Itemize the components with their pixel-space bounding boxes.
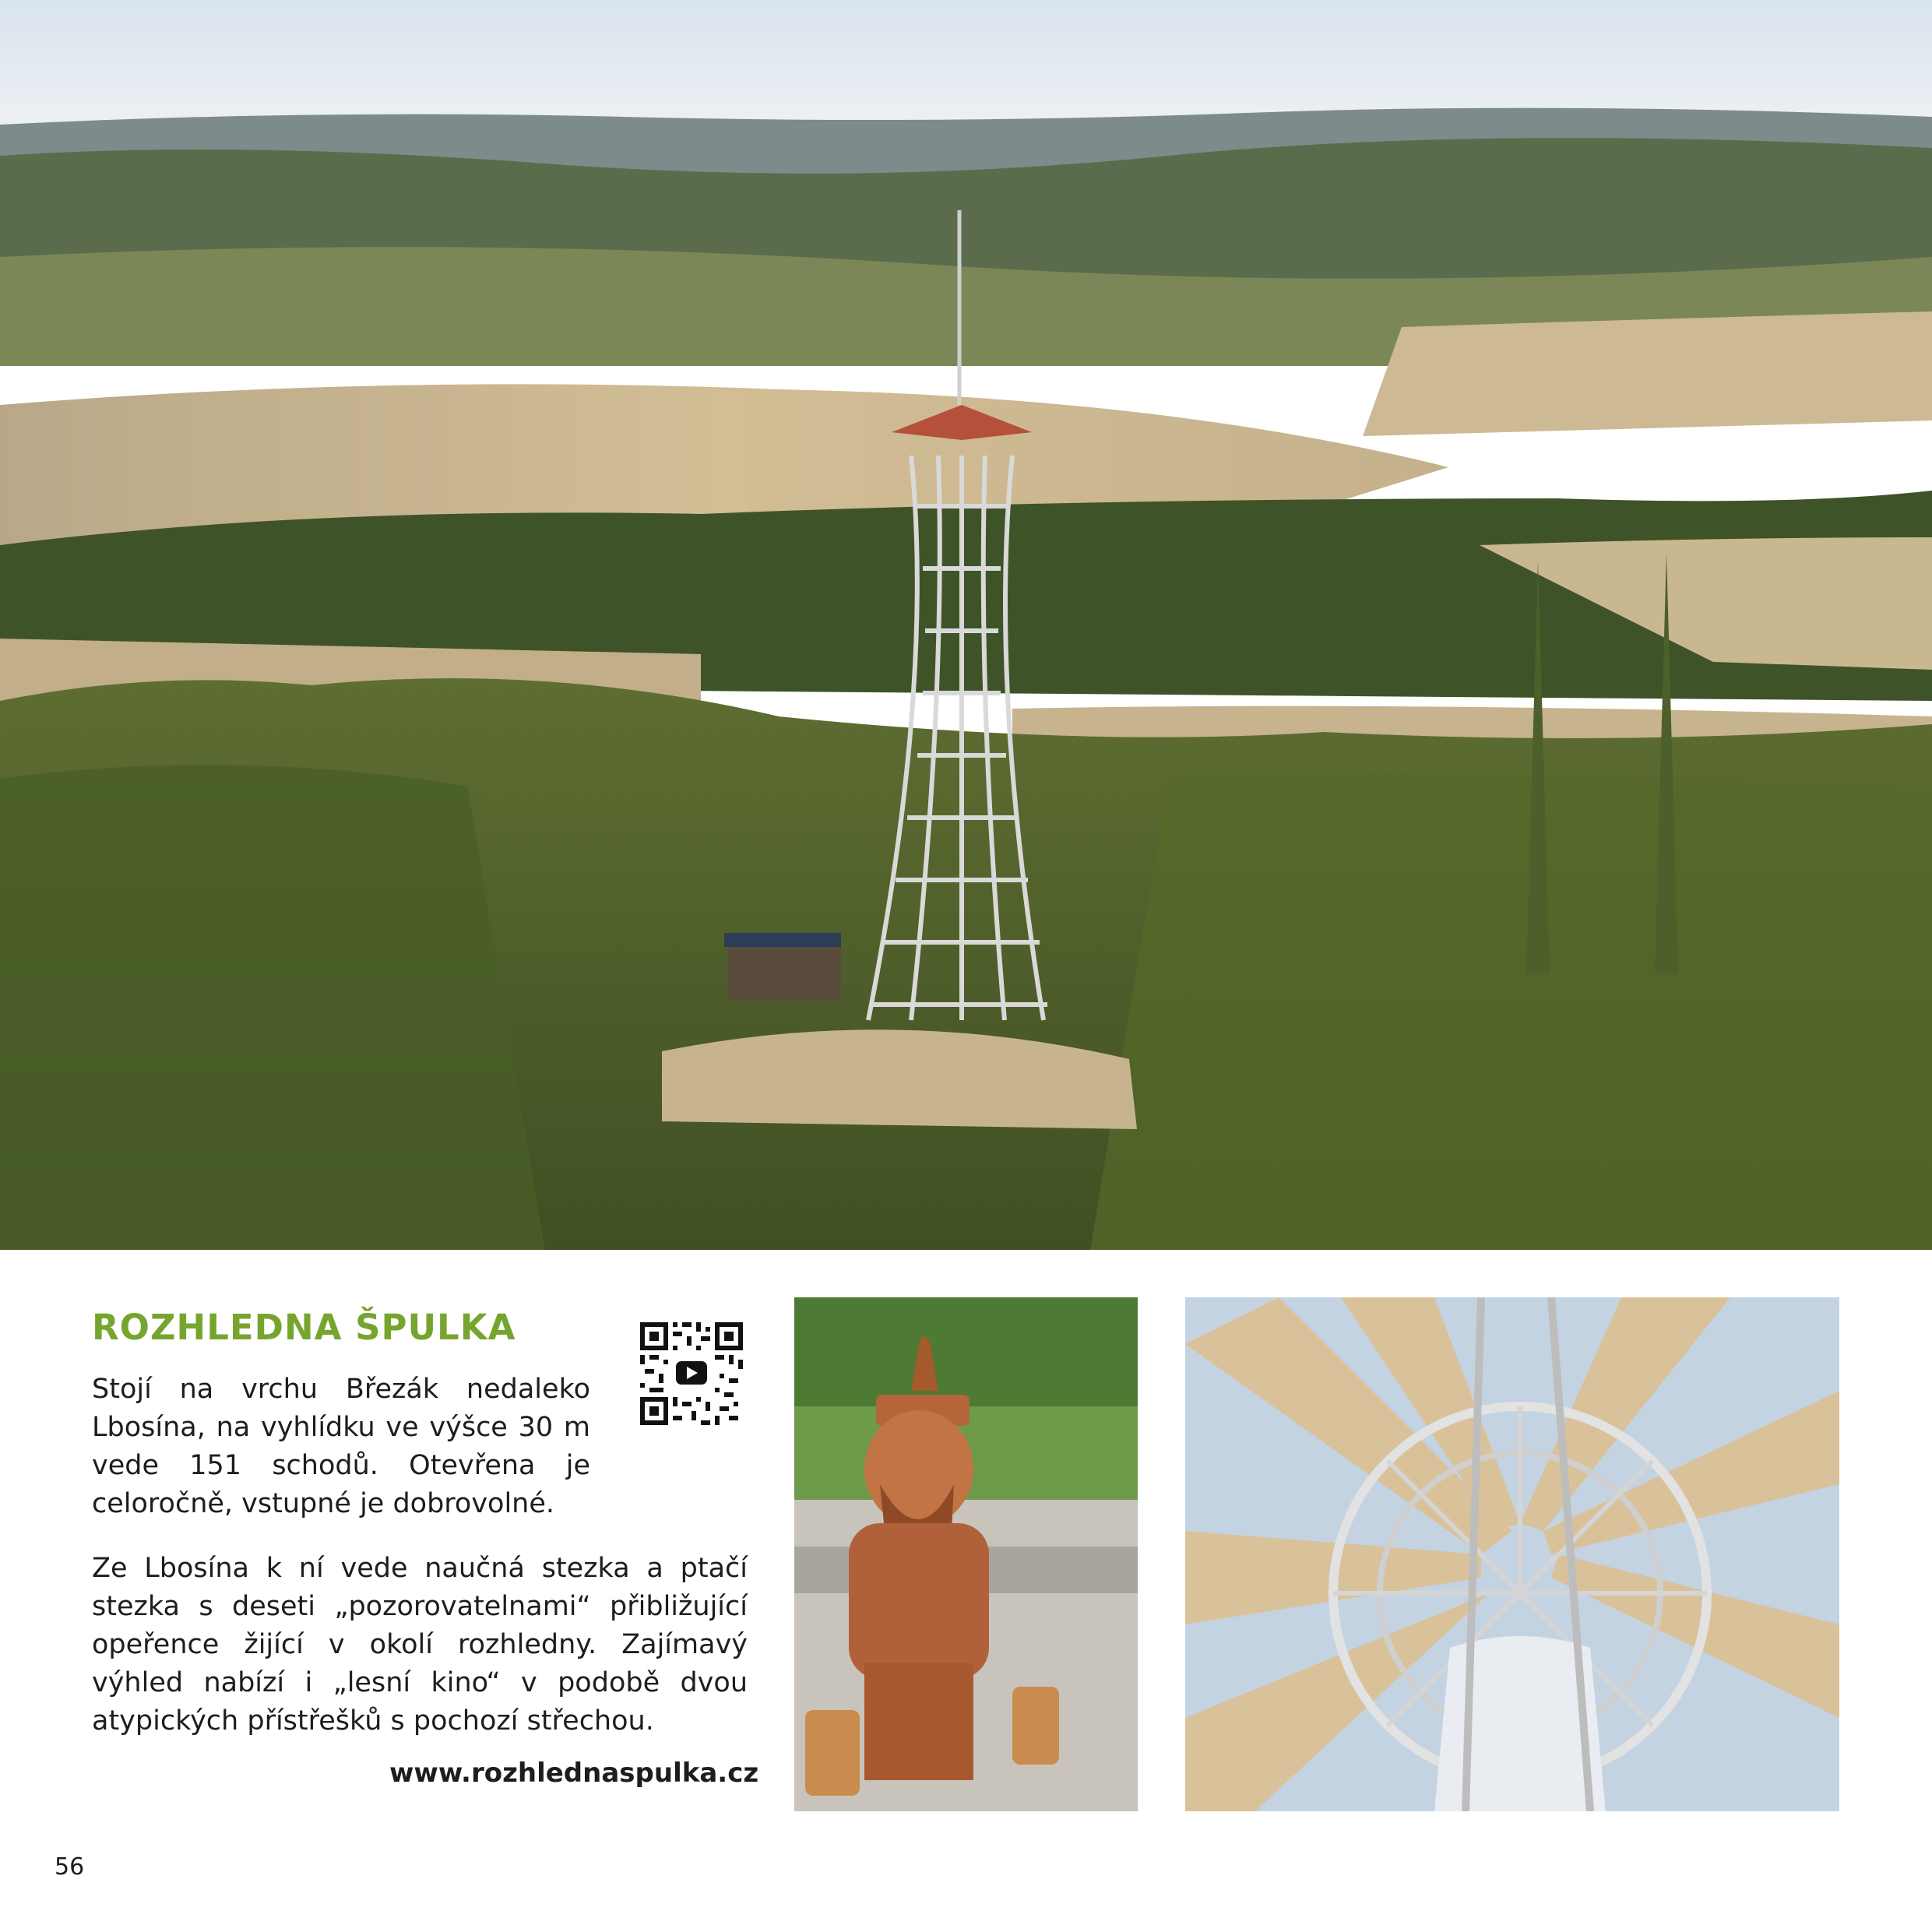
staircase-photo (1185, 1297, 1839, 1811)
trail-paragraph: Ze Lbosína k ní vede naučná stezka a ptačí stezka s deseti „pozorovatelnami“ přibližující opeřence žijící v okolí rozhledny. Zajímavý výhled nabízí i „lesní kino“ v podobě dvou atypických přístřešků s pochozí střechou. (92, 1553, 748, 1737)
intro-paragraph: Stojí na vrchu Březák nedaleko Lbosína, na vyhlídku ve výšce 30 m vede 151 schodů. Otevřena je celoročně, vstupné je dobrovolné. (92, 1374, 590, 1519)
page-number: 56 (55, 1853, 85, 1881)
article-title: ROZHLEDNA ŠPULKA (92, 1307, 516, 1348)
statue-photo (794, 1297, 1138, 1811)
website-link[interactable]: www.rozhlednaspulka.cz (389, 1758, 759, 1789)
qr-code[interactable] (640, 1322, 743, 1425)
